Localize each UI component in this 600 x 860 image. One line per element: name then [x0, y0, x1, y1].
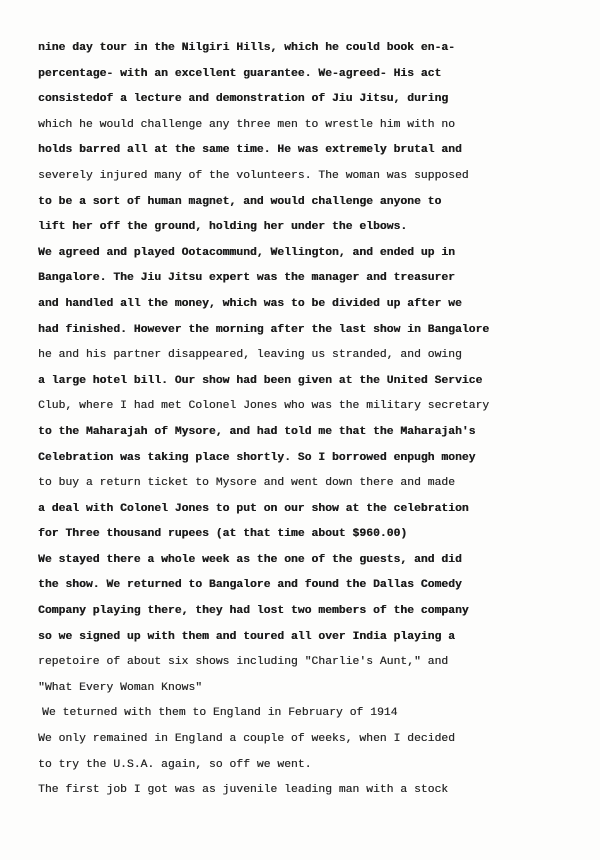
text-line: to the Maharajah of Mysore, and had told me that the Maharajah's [38, 425, 476, 438]
text-line: which he would challenge any three men to wrestle him with no [38, 118, 455, 131]
text-line: The first job I got was as juvenile leading man with a stock [38, 784, 449, 797]
text-line: so we signed up with them and toured all over India playing a [38, 630, 455, 643]
text-line: repetoire of about six shows including "Charlie's Aunt," and [38, 656, 449, 669]
text-line: severely injured many of the volunteers. The woman was supposed [38, 169, 469, 182]
text-line: Bangalore. The Jiu Jitsu expert was the manager and treasurer [38, 272, 455, 285]
text-line: the show. We returned to Bangalore and found the Dallas Comedy [38, 579, 462, 592]
text-line: We agreed and played Ootacommund, Wellington, and ended up in [38, 246, 455, 259]
text-line: to try the U.S.A. again, so off we went. [38, 758, 312, 771]
text-line: We stayed there a whole week as the one of the guests, and did [38, 553, 462, 566]
text-line: We only remained in England a couple of weeks, when I decided [38, 733, 455, 746]
text-line: percentage- with an excellent guarantee. We-agreed- His act [38, 67, 442, 80]
text-line: a deal with Colonel Jones to put on our show at the celebration [38, 502, 469, 515]
text-line: lift her off the ground, holding her under the elbows. [38, 221, 408, 234]
typescript-body [38, 36, 558, 804]
text-line: Club, where I had met Colonel Jones who was the military secretary [38, 400, 490, 413]
text-line: had finished. However the morning after the last show in Bangalore [38, 323, 490, 336]
text-line: to buy a return ticket to Mysore and went down there and made [38, 477, 455, 490]
text-line: to be a sort of human magnet, and would challenge anyone to [38, 195, 442, 208]
text-line: Company playing there, they had lost two members of the company [38, 605, 469, 618]
text-line: We teturned with them to England in February of 1914 [42, 707, 398, 720]
text-line: nine day tour in the Nilgiri Hills, which he could book en-a- [38, 42, 455, 54]
text-line: Celebration was taking place shortly. So I borrowed enpugh money [38, 451, 476, 464]
text-line: consistedof a lecture and demonstration of Jiu Jitsu, during [38, 93, 449, 106]
text-line: holds barred all at the same time. He was extremely brutal and [38, 144, 462, 157]
text-line: for Three thousand rupees (at that time about $960.00) [38, 528, 408, 541]
text-line: "What Every Woman Knows" [38, 681, 203, 694]
text-line: a large hotel bill. Our show had been given at the United Service [38, 374, 483, 387]
text-line: and handled all the money, which was to be divided up after we [38, 297, 462, 310]
text-line: he and his partner disappeared, leaving us stranded, and owing [38, 349, 462, 362]
